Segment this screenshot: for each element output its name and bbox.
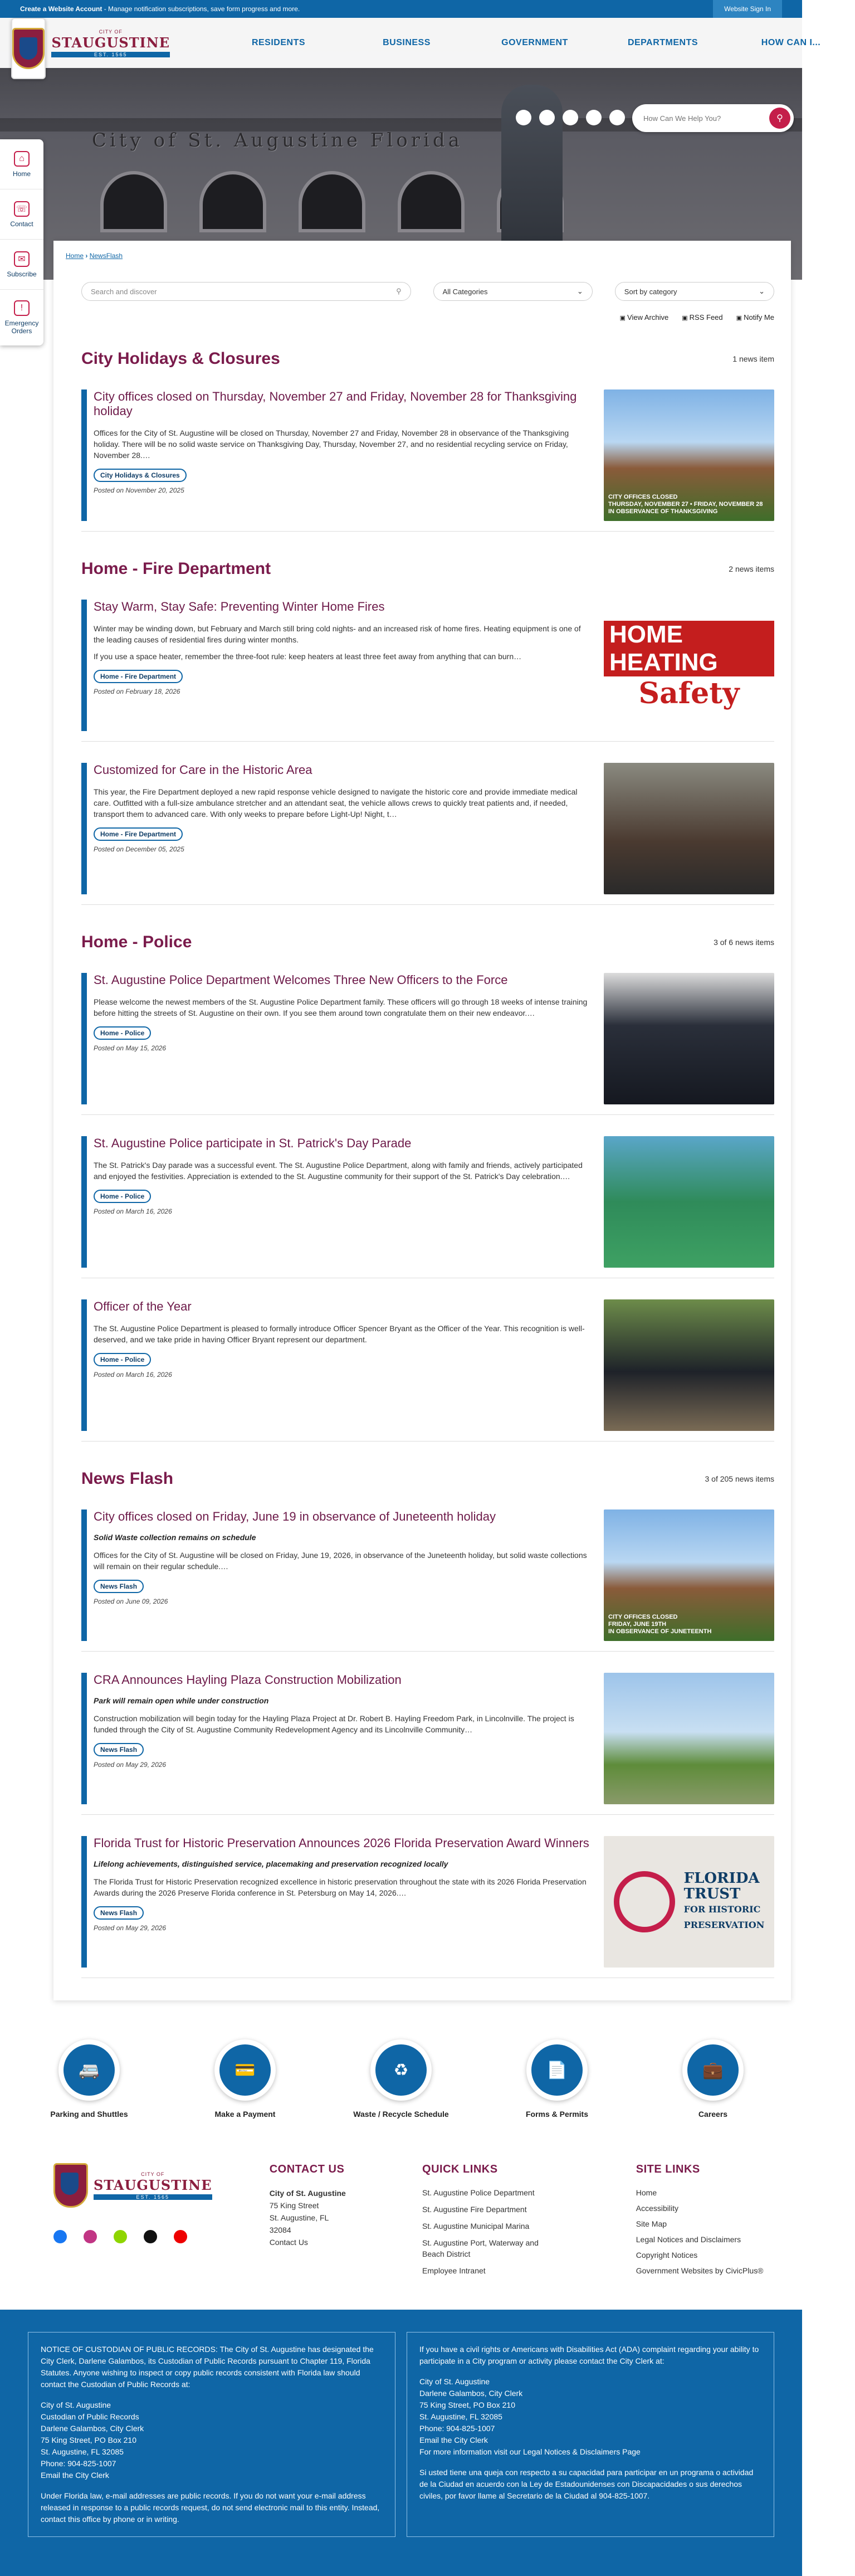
quick-link-label: Forms & Permits [525,2110,589,2119]
item-summary: The Florida Trust for Historic Preservation recognized excellence in historic preservation throughout the state with its 2026 Florida Preservation Awards during the 2026 Preserve Florida conference in St. Petersburg on May 14, 2026.… [94,1877,587,1897]
quick-link-icon: 📄 [531,2044,583,2096]
news-section [81,1469,774,1978]
item-summary: If you use a space heater, remember the three-foot rule: keep heaters at least three feet away from anything that can burn… [94,652,522,661]
breadcrumb-home[interactable]: Home [66,252,84,260]
footer-contact: CONTACT US City of St. Augustine 75 King Street St. Augustine, FL 32084 Contact Us [270,2163,422,2282]
news-item-title[interactable]: St. Augustine Police participate in St. Patrick's Day Parade [94,1136,412,1150]
search-icon[interactable]: ⚲ [396,287,402,295]
quick-access-icons [11,2039,791,2119]
post-date: Posted on March 16, 2026 [94,1207,172,1215]
thumbnail-caption: CITY OFFICES CLOSED FRIDAY, JUNE 19TH IN OBSERVANCE OF JUNETEENTH [608,1614,712,1635]
news-section [81,933,774,1442]
section-title[interactable]: City Holidays & Closures [81,349,280,368]
news-item-title[interactable]: City offices closed on Thursday, November 27 and Friday, November 28 for Thanksgiving holiday [94,389,577,418]
quick-link[interactable]: St. Augustine Fire Department [422,2205,527,2214]
contact-us-link[interactable]: Contact Us [269,2238,308,2247]
post-date: Posted on November 20, 2025 [94,486,184,494]
chevron-down-icon: ⌄ [759,287,765,295]
news-item-title[interactable]: Florida Trust for Historic Preservation Announces 2026 Florida Preservation Award Winners [94,1836,589,1850]
site-link[interactable]: Accessibility [636,2204,679,2213]
quick-link-tile[interactable] [345,2039,457,2119]
notify-me-link[interactable]: ▣ Notify Me [736,313,774,322]
news-thumbnail[interactable] [604,763,774,894]
quick-link-icon: 💼 [687,2044,739,2096]
youtube-icon[interactable] [609,110,625,125]
quick-link[interactable]: St. Augustine Police Department [422,2188,535,2197]
notice-paragraph: City of St. Augustine Custodian of Public Records Darlene Galambos, City Clerk 75 King Street, PO Box 210 St. Augustine, FL 32085 Phone: 904-825-1007 Email the City Clerk [41,2400,144,2480]
building-arches [100,171,564,232]
news-item [81,1662,774,1815]
news-thumbnail[interactable] [604,973,774,1104]
warning-icon: ! [14,300,30,316]
site-link[interactable]: Government Websites by CivicPlus® [636,2266,764,2275]
news-item-title[interactable]: Stay Warm, Stay Safe: Preventing Winter Home Fires [94,600,385,613]
news-item-title[interactable]: Customized for Care in the Historic Area [94,763,312,777]
news-item-title[interactable]: City offices closed on Friday, June 19 in observance of Juneteenth holiday [94,1509,496,1523]
nav-residents[interactable]: RESIDENTS [251,38,306,47]
category-tag[interactable]: Home - Police [94,1190,151,1203]
news-thumbnail[interactable]: FLORIDA TRUST FOR HISTORIC PRESERVATION [604,1836,774,1968]
building-inscription: City of St. Augustine Florida [92,129,463,152]
nextdoor-icon[interactable] [114,2230,127,2243]
news-filters [81,282,774,301]
quick-link-tile[interactable] [657,2039,769,2119]
news-item [81,1288,774,1442]
footer-quick-links: QUICK LINKS St. Augustine Police Department St. Augustine Fire Department St. Augustine Municipal Marina St. Augustine Port, Waterway and Beach District Employee Intranet [422,2163,636,2282]
news-thumbnail[interactable] [604,389,774,521]
post-date: Posted on May 15, 2026 [94,1044,167,1052]
news-item [81,588,774,742]
phone-icon: ☏ [14,201,30,217]
legal-notices [0,2310,802,2576]
footer-site-links: SITE LINKS Home Accessibility Site Map Legal Notices and Disclaimers Copyright Notices Government Websites by CivicPlus® [636,2163,802,2282]
main-nav [0,18,855,68]
side-contact[interactable]: ☏ Contact [0,189,43,240]
youtube-icon[interactable] [174,2230,187,2243]
footer-brand-wordmark[interactable]: CITY OF STAUGUSTINE EST. 1565 [94,2171,212,2200]
thumbnail-caption: CITY OFFICES CLOSED THURSDAY, NOVEMBER 27 • FRIDAY, NOVEMBER 28 IN OBSERVANCE OF THANKSGIVING [608,494,763,515]
section-title[interactable]: Home - Fire Department [81,559,271,578]
nav-how-can-i[interactable]: HOW CAN I... [761,38,821,47]
nav-business[interactable]: BUSINESS [383,38,431,47]
city-logo[interactable] [11,18,46,79]
section-header [81,933,774,952]
category-tag[interactable]: Home - Fire Department [94,670,183,683]
breadcrumb: Home › NewsFlash [66,252,123,260]
notice-paragraph: If you have a civil rights or Americans with Disabilities Act (ADA) complaint regarding your ability to participate in a City program or activity please contact the City Clerk at: [419,2345,759,2365]
section-header [81,349,774,368]
news-item [81,1825,774,1978]
quick-link-tile[interactable] [33,2039,145,2119]
site-link[interactable]: Copyright Notices [636,2251,698,2260]
facebook-icon[interactable] [53,2230,67,2243]
item-summary: Offices for the City of St. Augustine will be closed on Friday, June 19, 2026, in observance of the Juneteenth holiday, but solid waste collections will remain on their regular schedule.… [94,1551,587,1571]
search-icon[interactable]: ⚲ [769,108,790,129]
news-item-title[interactable]: St. Augustine Police Department Welcomes Three New Officers to the Force [94,973,508,987]
notice-paragraph: Under Florida law, e-mail addresses are public records. If you do not want your e-mail address released in response to a public records request, do not send electronic mail to this entity. Instead, contact this office by phone or in writing. [41,2491,380,2524]
side-subscribe[interactable]: ✉ Subscribe [0,240,43,290]
newsflash-content [53,241,791,2000]
hero-social-links [516,110,625,125]
notice-paragraph: Si usted tiene una queja con respecto a su capacidad para participar en un programa o actividad de la Ciudad en acuerdo con la Ley de Estadounidenses con Discapacidades o sus derechos civiles, por favor llame al Secretario de la Ciudad al 904-825-1007. [419,2468,754,2500]
section-count: 3 of 205 news items [705,1474,774,1483]
quick-link[interactable]: St. Augustine Municipal Marina [422,2222,530,2231]
news-search-input[interactable]: Search and discover ⚲ [81,282,411,301]
section-title[interactable]: News Flash [81,1469,174,1488]
news-item-title[interactable]: Officer of the Year [94,1299,192,1313]
item-summary: Winter may be winding down, but February and March still bring cold nights- and an increased risk of home fires. Heating equipment is one of the leading causes of residential fires during winter months. [94,624,581,644]
quick-link-icon: 🚐 [63,2044,115,2096]
city-crest-icon [12,28,45,69]
item-summary: Please welcome the newest members of the St. Augustine Police Department family. These officers will go through 18 weeks of intense training before hitting the streets of St. Augustine on their own. If you see them around town congratulate them on their new endeavor.… [94,997,588,1017]
category-tag[interactable]: Home - Police [94,1026,151,1040]
quick-link-tile[interactable] [501,2039,613,2119]
nextdoor-icon[interactable] [563,110,578,125]
subscribe-icon: ✉ [14,251,30,267]
category-tag[interactable]: Home - Police [94,1353,151,1366]
section-header [81,559,774,578]
instagram-icon[interactable] [84,2230,97,2243]
footer [0,2163,802,2310]
item-summary: Construction mobilization will begin today for the Hayling Plaza Project at Dr. Robert B. Hayling Freedom Park, in Lincolnville. The project is funded through the City of St. Augustine Community Redevelopment Agency and its Lincolnville Community… [94,1714,574,1734]
quick-link-label: Parking and Shuttles [50,2110,128,2119]
rss-feed-link[interactable]: ▣ RSS Feed [682,313,722,322]
nav-government[interactable]: GOVERNMENT [501,38,568,47]
post-date: Posted on June 09, 2026 [94,1598,168,1605]
side-quick-links [0,139,43,345]
news-thumbnail[interactable] [604,1136,774,1268]
section-count: 2 news items [729,564,774,573]
chevron-down-icon: ⌄ [576,287,583,295]
top-utility-bar [0,0,802,18]
category-tag[interactable]: News Flash [94,1906,144,1920]
nav-departments[interactable]: DEPARTMENTS [627,38,698,47]
notice-paragraph: NOTICE OF CUSTODIAN OF PUBLIC RECORDS: The City of St. Augustine has designated the City Clerk, Darlene Galambos, its Custodian of Public Records pursuant to Chapter 119, Florida Statutes. Anyone wishing to inspect or copy public records consistent with Florida law should contact the Custodian of Public Records at: [41,2345,374,2389]
news-thumbnail[interactable]: HOME HEATING Safety [604,600,774,731]
item-summary: The St. Augustine Police Department is pleased to formally introduce Officer Spencer Bryant as the Officer of the Year. This recognition is well-deserved, and we take pride in having Officer Bryant represent our department. [94,1324,585,1344]
news-item [81,752,774,905]
section-header [81,1469,774,1488]
news-item [81,1498,774,1652]
quick-link-tile[interactable] [189,2039,301,2119]
news-thumbnail[interactable] [604,1509,774,1641]
footer-social-links [53,2230,270,2243]
quick-link-icon: 💳 [219,2044,271,2096]
notice-paragraph: City of St. Augustine Darlene Galambos, City Clerk 75 King Street, PO Box 210 St. Augustine, FL 32085 Phone: 904-825-1007 Email the City Clerk For more information visit our Legal Notices & Disclaimers Page [419,2377,641,2456]
view-archive-link[interactable]: ▣ View Archive [620,313,669,322]
brand-wordmark[interactable]: CITY OF STAUGUSTINE EST. 1565 [51,28,170,57]
quick-link[interactable]: Employee Intranet [422,2266,486,2275]
x-icon[interactable] [144,2230,157,2243]
quick-link-label: Make a Payment [214,2110,276,2119]
quick-link-label: Waste / Recycle Schedule [353,2110,449,2119]
post-date: Posted on December 05, 2025 [94,845,184,853]
news-thumbnail[interactable] [604,1673,774,1804]
category-tag[interactable]: News Flash [94,1580,144,1593]
facebook-icon[interactable] [516,110,531,125]
section-count: 1 news item [732,354,774,363]
news-thumbnail[interactable] [604,1299,774,1431]
item-subtitle: Solid Waste collection remains on schedule [94,1533,256,1542]
quick-link-icon: ♻ [375,2044,427,2096]
post-date: Posted on May 29, 2026 [94,1924,167,1932]
side-home[interactable]: ⌂ Home [0,139,43,189]
news-item [81,378,774,532]
item-subtitle: Lifelong achievements, distinguished service, placemaking and preservation recognized locally [94,1859,448,1868]
instagram-icon[interactable] [539,110,555,125]
footer-logo [53,2163,270,2282]
trust-seal-icon [614,1871,675,1932]
section-title[interactable]: Home - Police [81,933,192,951]
news-item [81,1125,774,1278]
site-link[interactable]: Legal Notices and Disclaimers [636,2235,741,2244]
x-icon[interactable] [586,110,602,125]
site-link[interactable]: Home [636,2188,657,2197]
ada-notice [407,2332,774,2537]
category-tag[interactable]: Home - Fire Department [94,827,183,841]
news-item [81,962,774,1115]
section-count: 3 of 6 news items [714,938,774,947]
item-summary: The St. Patrick's Day parade was a successful event. The St. Augustine Police Department, along with family and friends, actively participated and enjoyed the festivities. Appreciation is extended to the St. Augustine community for their support of the St. Patrick's Day celebration.… [94,1161,583,1181]
category-tag[interactable]: City Holidays & Closures [94,469,187,482]
category-tag[interactable]: News Flash [94,1743,144,1756]
post-date: Posted on March 16, 2026 [94,1371,172,1379]
sign-in-button[interactable]: Website Sign In [713,0,782,18]
create-account-notice[interactable]: Create a Website Account - Manage notification subscriptions, save form progress and more. [20,5,300,13]
side-emergency-orders[interactable]: ! Emergency Orders [0,290,43,345]
public-records-notice [28,2332,395,2537]
news-section [81,559,774,905]
news-section [81,349,774,532]
home-icon: ⌂ [14,151,30,167]
quick-link[interactable]: St. Augustine Port, Waterway and Beach District [422,2238,539,2258]
sort-select[interactable]: Sort by category ⌄ [615,282,774,301]
site-link[interactable]: Site Map [636,2219,667,2228]
category-select[interactable]: All Categories ⌄ [433,282,593,301]
news-item-title[interactable]: CRA Announces Hayling Plaza Construction Mobilization [94,1673,402,1687]
site-search-input[interactable] [643,114,755,123]
news-actions [81,313,774,322]
quick-link-label: Careers [698,2110,728,2119]
breadcrumb-newsflash[interactable]: NewsFlash [89,252,123,260]
post-date: Posted on February 18, 2026 [94,688,180,695]
city-crest-icon [53,2163,88,2208]
item-subtitle: Park will remain open while under construction [94,1696,269,1705]
site-search [632,104,794,132]
item-summary: Offices for the City of St. Augustine will be closed on Thursday, November 27 and Friday, November 28 in observance of the Thanksgiving holiday. There will be no solid waste service on Thanksgiving Day, Thursday, November 27, and no residential recycling service on Friday, November 28.… [94,428,569,460]
item-summary: This year, the Fire Department deployed a new rapid response vehicle designed to navigate the historic core and provide immediate medical care. Outfitted with a full-size ambulance stretcher and an attendant seat, the vehicle allows crews to quickly treat patients and, if needed, transport them to advanced care. With only weeks to prepare before Light-Up! Night, t… [94,787,578,819]
post-date: Posted on May 29, 2026 [94,1761,167,1769]
